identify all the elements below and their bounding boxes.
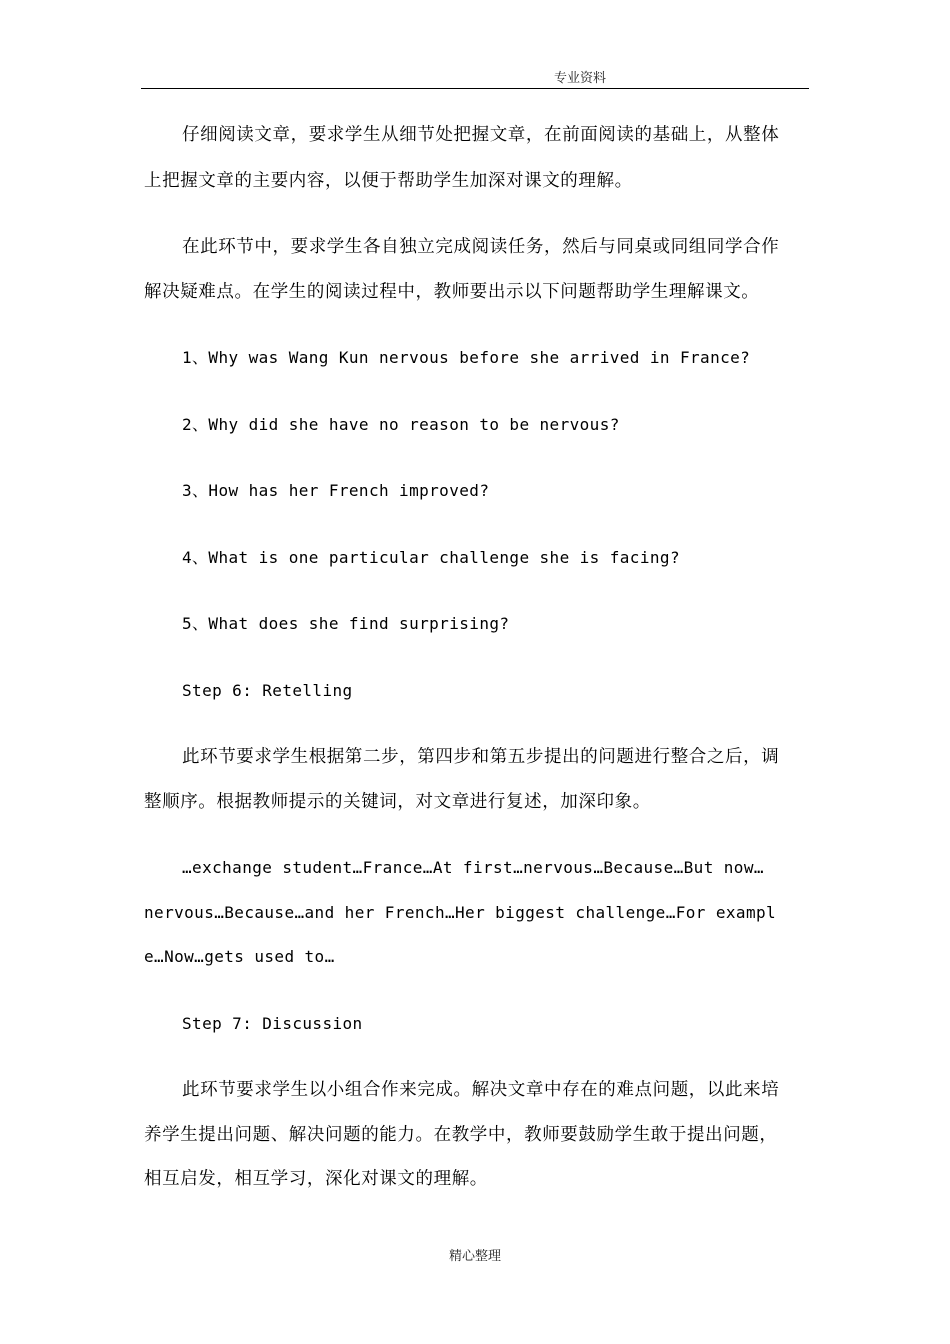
paragraph-1-line-1: 仔细阅读文章，要求学生从细节处把握文章，在前面阅读的基础上，从整体: [182, 125, 780, 145]
paragraph-3-line-2: 整顺序。根据教师提示的关键词，对文章进行复述，加深印象。: [144, 792, 651, 812]
question-4: 4、What is one particular challenge she is facing?: [182, 548, 680, 567]
header-text: 专业资料: [553, 71, 606, 86]
paragraph-1-line-2: 上把握文章的主要内容，以便于帮助学生加深对课文的理解。: [144, 171, 633, 191]
paragraph-4-line-1: 此环节要求学生以小组合作来完成。解决文章中存在的难点问题，以此来培: [182, 1080, 780, 1100]
question-1: 1、Why was Wang Kun nervous before she arrived in France?: [182, 348, 751, 367]
keywords-line-1: …exchange student…France…At first…nervous…Because…But now…: [182, 858, 764, 877]
paragraph-3-line-1: 此环节要求学生根据第二步，第四步和第五步提出的问题进行整合之后，调: [182, 747, 780, 767]
step-6-heading: Step 6: Retelling: [182, 681, 353, 700]
paragraph-4-line-2: 养学生提出问题、解决问题的能力。在教学中，教师要鼓励学生敢于提出问题，: [144, 1125, 778, 1145]
question-5: 5、What does she find surprising?: [182, 614, 510, 633]
question-3: 3、How has her French improved?: [182, 481, 490, 500]
paragraph-4-line-3: 相互启发，相互学习，深化对课文的理解。: [144, 1169, 488, 1189]
question-2: 2、Why did she have no reason to be nervous?: [182, 415, 620, 434]
paragraph-2-line-1: 在此环节中，要求学生各自独立完成阅读任务，然后与同桌或同组同学合作: [182, 237, 780, 257]
keywords-line-2: nervous…Because…and her French…Her biggest challenge…For exampl: [144, 903, 777, 922]
paragraph-2-line-2: 解决疑难点。在学生的阅读过程中，教师要出示以下问题帮助学生理解课文。: [144, 282, 760, 302]
page-header: [141, 70, 809, 89]
step-7-heading: Step 7: Discussion: [182, 1014, 363, 1033]
keywords-line-3: e…Now…gets used to…: [144, 947, 335, 966]
footer-text: 精心整理: [448, 1249, 501, 1264]
